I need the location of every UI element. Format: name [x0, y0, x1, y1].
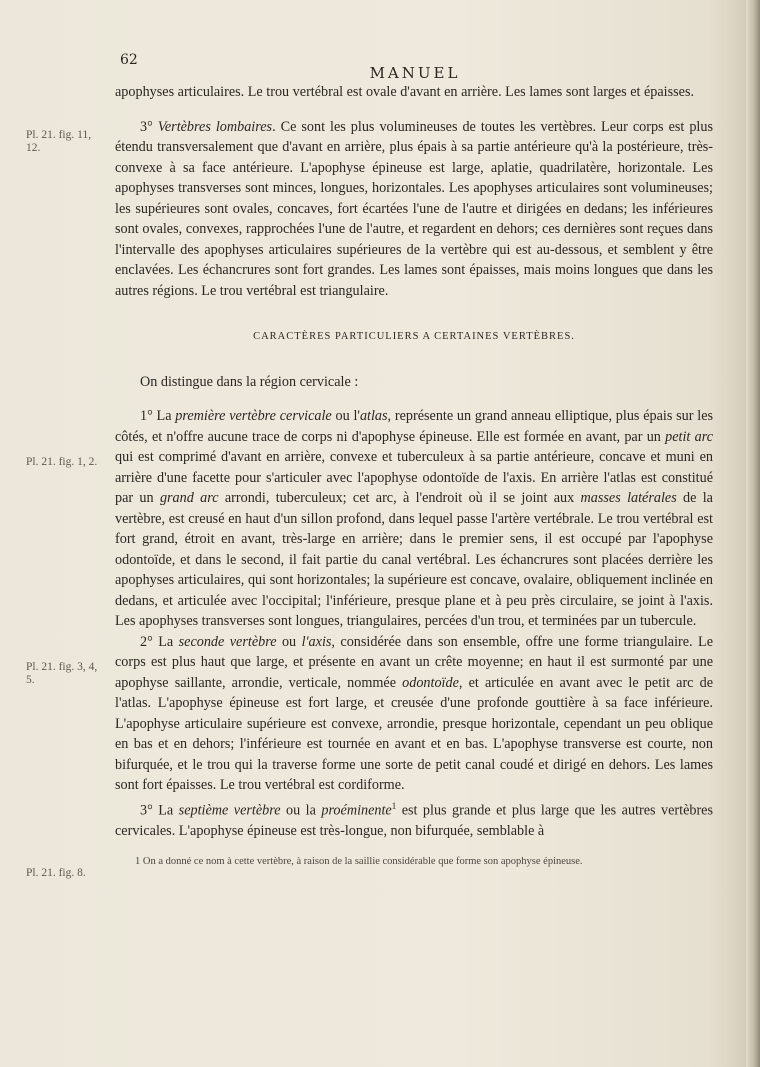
paragraph-axis: 2° La seconde vertèbre ou l'axis, considérée dans son ensemble, offre une forme triangulaire. Le corps est plus haut que large, et présente en avant un crête moyenne; en haut il est surmonté par une apophyse saillante, arrondie, verticale, nommée odontoïde, et articulée en avant avec le petit arc de l'atlas. L'apophyse épineuse est fort large, et creusée d'une profonde gouttière à sa face inférieure. L'apophyse articulaire supérieure est convexe, arrondie, presque horizontale, cependant un peu oblique en bas et en dehors; l'inférieure est tournée en avant et en bas. L'apophyse transverse est courte, non bifurquée, et le trou qui la traverse forme une sorte de petit canal coudé et dirigé en dehors. Les lames sont fort épaisses. Le trou vertébral est cordiforme.	[115, 633, 714, 793]
footnote-marker: 1	[391, 800, 397, 811]
page-binding-edge	[746, 0, 760, 1067]
main-text-column	[115, 82, 713, 869]
paragraph-lumbar-vertebrae: 3° Vertèbres lombaires. Ce sont les plus volumineuses de toutes les vertèbres. Leur corps est plus étendu transversalement que d'avant en arrière, plus épais à sa partie antérieure qu'à la postérieure, très-convexe à sa face antérieure. L'apophyse épineuse est large, aplatie, quadrilatère, horizontale. Les apophyses transverses sont minces, longues, horizontales. Les apophyses articulaires sont volumineuses; les supérieures sont ovales, concaves, fort écartées l'une de l'autre et dirigées en dedans; les inférieures sont ovales, convexes, rapprochées l'une de l'autre, et regardent en dehors; ces dernières sont reçues dans l'intervalle des apophyses articulaires supérieures de la vertèbre qui est au-dessous, et semblent y être enclavées. Les échancrures sont fort grandes. Les lames sont épaisses, mais moins longues que dans les autres régions. Le trou vertébral est triangulaire.	[115, 118, 713, 299]
page-number: 62	[120, 52, 138, 68]
margin-note-plate-reference: Pl. 21. fig. 11, 12.	[26, 129, 92, 154]
running-title: MANUEL	[369, 64, 461, 82]
footnote: 1 On a donné ce nom à cette vertèbre, à raison de la saillie considérable que forme son apophyse épineuse.	[135, 856, 583, 868]
margin-note-plate-reference: Pl. 21. fig. 1, 2.	[26, 456, 98, 468]
page-header	[115, 50, 715, 80]
paragraph: apophyses articulaires. Le trou vertébral est ovale d'avant en arrière. Les lames sont larges et épaisses.	[115, 84, 695, 100]
paragraph-seventh-vertebra: 3° La septième vertèbre ou la proéminente$^1$ est plus grande et plus large que les autres vertèbres cervicales. L'apophyse épineuse est très-longue, non bifurquée, semblable à	[115, 800, 714, 839]
margin-note-plate-reference: Pl. 21. fig. 3, 4, 5.	[26, 661, 98, 686]
paragraph-atlas: 1° La première vertèbre cervicale ou l'atlas, représente un grand anneau elliptique, plus épais sur les côtés, et n'offre aucune trace de corps ni d'apophyse épineuse. Elle est formée en avant, par un petit arc qui est comprimé d'avant en arrière, convexe et tuberculeux à sa partie antérieure, concave et muni en arrière d'une facette pour s'articuler avec l'apophyse odontoïde de l'axis. En arrière l'atlas est constitué par un grand arc arrondi, tuberculeux; cet arc, à l'endroit où il se joint aux masses latérales de la vertèbre, est creusé en haut d'un sillon profond, dans lequel passe l'artère vertébrale. Le trou vertébral est fort grand, étroit en avant, très-large en arrière; dans le premier sens, il est occupé par l'apophyse odontoïde, et dans le second, il fait partie du canal vertébral. Les échancrures sont placées derrière les apophyses articulaires, qui sont horizontales; la supérieure est concave, ovalaire, obliquement inclinée en dedans, et articulée avec l'occipital; l'inférieure, presque plane et à peu près circulaire, se joint à l'axis. Les apophyses transverses sont longues, triangulaires, percées d'un trou, et terminées par un tubercule.	[115, 408, 714, 629]
paragraph-intro: On distingue dans la région cervicale :	[140, 373, 359, 390]
margin-note-plate-reference: Pl. 21. fig. 8.	[26, 867, 86, 879]
section-title: CARACTÈRES PARTICULIERS A CERTAINES VERTÈBRES.	[253, 331, 575, 342]
